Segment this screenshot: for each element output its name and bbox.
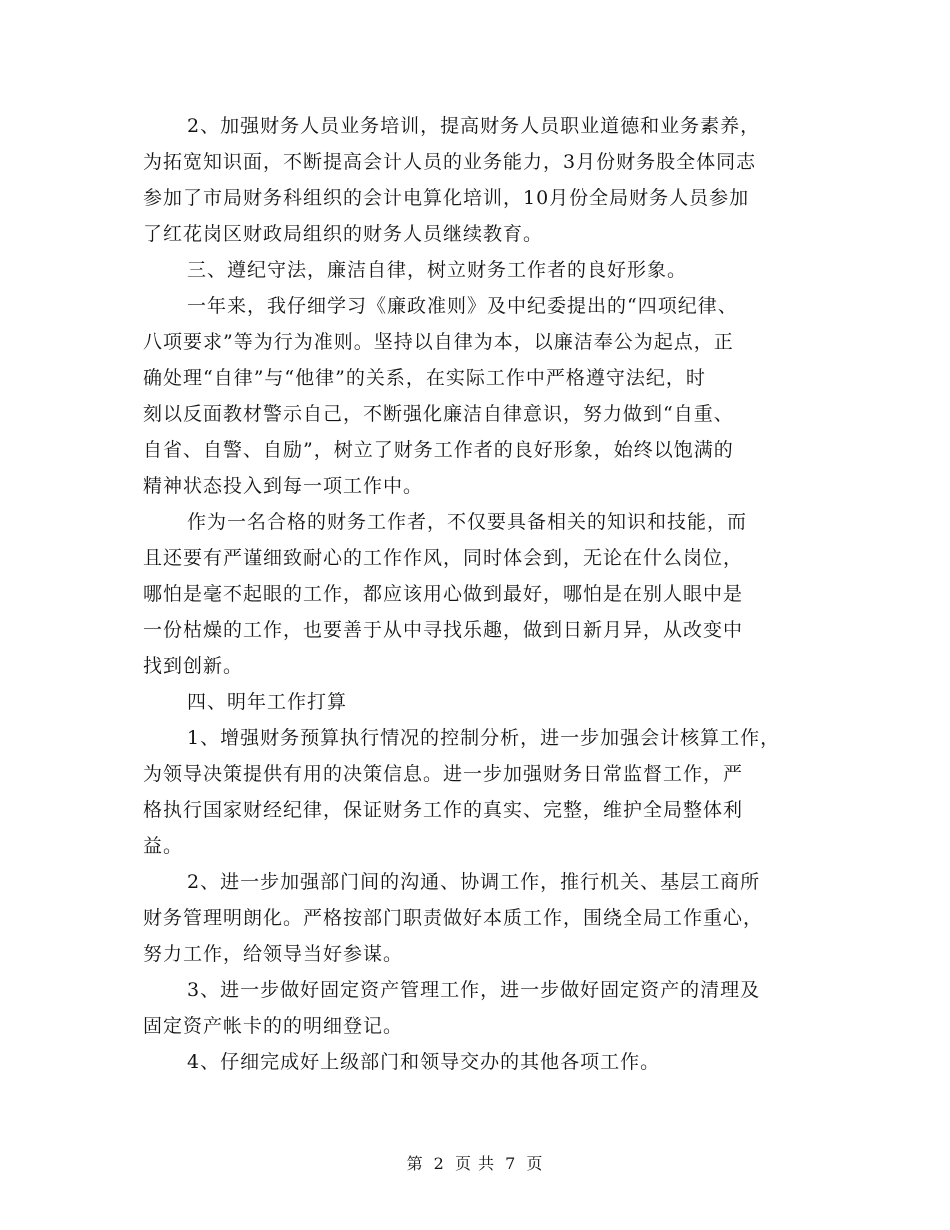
paragraph-line: 4、仔细完成好上级部门和领导交办的其他各项工作。 bbox=[187, 1051, 661, 1073]
paragraph-line: 格执行国家财经纪律，保证财务工作的真实、完整，维护全局整体利 bbox=[143, 799, 744, 821]
footer-middle: 页 共 bbox=[454, 1154, 496, 1173]
paragraph-line: 自省、自警、自励”，树立了财务工作者的良好形象，始终以饱满的 bbox=[143, 439, 734, 461]
paragraph-line: 2、进一步加强部门间的沟通、协调工作，推行机关、基层工商所 bbox=[187, 871, 761, 893]
paragraph-line: 哪怕是毫不起眼的工作，都应该用心做到最好，哪怕是在别人眼中是 bbox=[143, 583, 744, 605]
paragraph-line: 益。 bbox=[143, 835, 184, 857]
footer-suffix: 页 bbox=[526, 1154, 544, 1173]
paragraph-line: 精神状态投入到每一项工作中。 bbox=[143, 475, 424, 497]
paragraph-line: 刻以反面教材警示自己，不断强化廉洁自律意识，努力做到“自重、 bbox=[143, 403, 734, 425]
paragraph-line: 3、进一步做好固定资产管理工作，进一步做好固定资产的清理及 bbox=[187, 979, 761, 1001]
paragraph-line: 为领导决策提供有用的决策信息。进一步加强财务日常监督工作，严 bbox=[143, 763, 744, 785]
document-body bbox=[143, 108, 833, 1080]
paragraph-line: 了红花岗区财政局组织的财务人员继续教育。 bbox=[143, 223, 544, 245]
paragraph-line: 一份枯燥的工作，也要善于从中寻找乐趣，做到日新月异，从改变中 bbox=[143, 619, 744, 641]
current-page-number: 2 bbox=[433, 1154, 445, 1173]
paragraph-line: 财务管理明朗化。严格按部门职责做好本质工作，围绕全局工作重心， bbox=[143, 907, 764, 929]
paragraph-line: 固定资产帐卡的的明细登记。 bbox=[143, 1015, 404, 1037]
section-heading: 三、遵纪守法，廉洁自律，树立财务工作者的良好形象。 bbox=[187, 259, 688, 281]
footer-prefix: 第 bbox=[406, 1154, 424, 1173]
paragraph-line: 八项要求”等为行为准则。坚持以自律为本，以廉洁奉公为起点，正 bbox=[143, 331, 734, 353]
paragraph-line: 1、增强财务预算执行情况的控制分析，进一步加强会计核算工作， bbox=[187, 727, 781, 749]
paragraph-line: 一年来，我仔细学习《廉政准则》及中纪委提出的“四项纪律、 bbox=[187, 295, 738, 317]
paragraph-line: 作为一名合格的财务工作者，不仅要具备相关的知识和技能，而 bbox=[187, 511, 748, 533]
paragraph-line: 确处理“自律”与“他律”的关系，在实际工作中严格遵守法纪，时 bbox=[143, 367, 706, 389]
paragraph-line: 为拓宽知识面，不断提高会计人员的业务能力，3月份财务股全体同志 bbox=[143, 151, 757, 173]
total-page-count: 7 bbox=[505, 1154, 517, 1173]
paragraph-line: 参加了市局财务科组织的会计电算化培训，10月份全局财务人员参加 bbox=[143, 187, 750, 209]
paragraph-line: 找到创新。 bbox=[143, 655, 244, 677]
page-footer bbox=[0, 1152, 950, 1176]
paragraph-line: 且还要有严谨细致耐心的工作作风，同时体会到，无论在什么岗位， bbox=[143, 547, 744, 569]
paragraph-line: 2、加强财务人员业务培训，提高财务人员职业道德和业务素养， bbox=[187, 115, 761, 137]
paragraph-line: 努力工作，给领导当好参谋。 bbox=[143, 943, 404, 965]
section-heading: 四、明年工作打算 bbox=[187, 691, 348, 713]
